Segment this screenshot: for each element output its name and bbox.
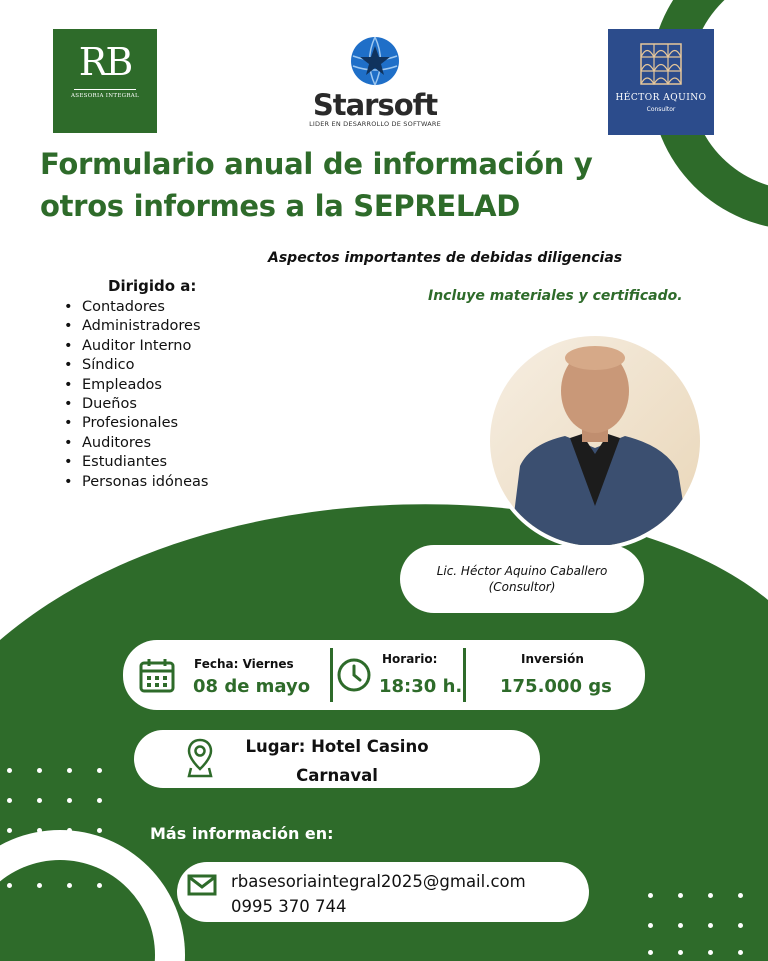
- includes-note: Incluye materiales y certificado.: [428, 288, 683, 304]
- price-value: 175.000 gs: [500, 676, 612, 697]
- time-label: Horario:: [382, 652, 438, 666]
- list-item: • Administradores: [62, 317, 208, 336]
- contact-phone[interactable]: 0995 370 744: [231, 897, 347, 916]
- contact-email[interactable]: rbasesoriaintegral2025@gmail.com: [231, 872, 526, 891]
- starsoft-name: Starsoft: [312, 88, 438, 122]
- divider: [463, 648, 466, 702]
- list-item: • Contadores: [62, 298, 208, 317]
- hector-logo-subtitle: Consultor: [646, 106, 676, 113]
- mail-icon: [187, 874, 217, 896]
- list-item: • Profesionales: [62, 414, 208, 433]
- calendar-icon: [138, 656, 176, 694]
- geometric-mark-icon: [640, 43, 682, 85]
- list-item: • Estudiantes: [62, 453, 208, 472]
- venue-line-1: Lugar: Hotel Casino: [245, 737, 429, 756]
- list-item: • Auditores: [62, 434, 208, 453]
- audience-heading: Dirigido a:: [108, 277, 197, 295]
- location-pin-icon: [186, 738, 214, 778]
- date-label: Fecha: Viernes: [194, 657, 294, 671]
- venue-box: [134, 730, 540, 788]
- starsoft-tagline: LIDER EN DESARROLLO DE SOFTWARE: [309, 120, 441, 128]
- speaker-caption: [400, 545, 644, 613]
- price-label: Inversión: [521, 652, 584, 666]
- rb-logo: [53, 29, 157, 133]
- starsoft-logo: [300, 36, 450, 132]
- event-details-bar: [123, 640, 645, 710]
- speaker-name: Lic. Héctor Aquino Caballero: [436, 564, 608, 578]
- rb-subtitle: ASESORIA INTEGRAL: [71, 93, 139, 99]
- speaker-role: (Consultor): [488, 580, 556, 594]
- list-item: • Auditor Interno: [62, 337, 208, 356]
- hector-logo-name: HÉCTOR AQUINO: [615, 93, 707, 103]
- list-item: • Empleados: [62, 376, 208, 395]
- contact-heading: Más información en:: [150, 824, 334, 843]
- audience-list: [62, 298, 208, 492]
- speaker-photo: [486, 332, 704, 550]
- date-value: 08 de mayo: [193, 676, 311, 697]
- page-title: Formulario anual de información y otros informes a la SEPRELAD: [40, 147, 593, 223]
- rb-monogram: RB: [78, 40, 132, 84]
- globe-star-icon: [350, 36, 400, 86]
- divider: [330, 648, 333, 702]
- list-item: • Personas idóneas: [62, 473, 208, 492]
- time-value: 18:30 h.: [379, 676, 463, 697]
- contact-box: [177, 862, 589, 922]
- subtitle: Aspectos importantes de debidas diligencias: [268, 250, 623, 266]
- list-item: • Dueños: [62, 395, 208, 414]
- venue-line-2: Carnaval: [296, 766, 378, 785]
- clock-icon: [336, 657, 372, 693]
- hector-aquino-logo: [608, 29, 714, 135]
- list-item: • Síndico: [62, 356, 208, 375]
